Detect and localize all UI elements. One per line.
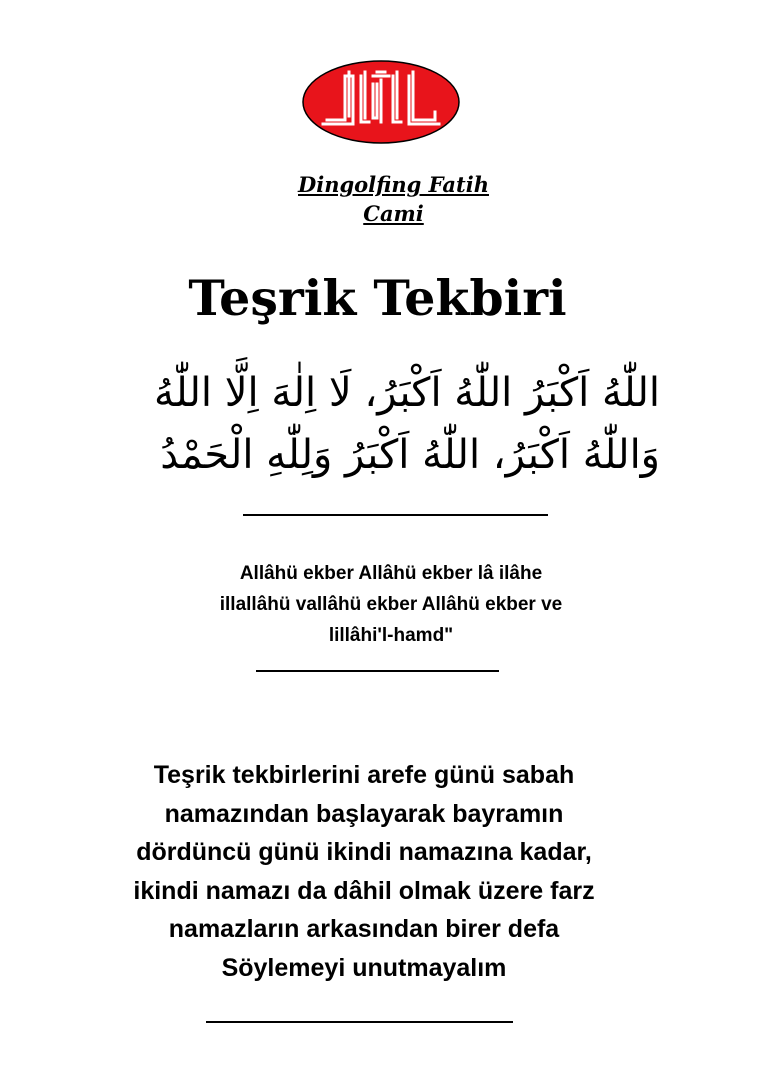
arabic-line-1: اللّٰهُ اَكْبَرُ اللّٰهُ اَكْبَرُ، لَا اِلٰهَ اِلَّا اللّٰهُ xyxy=(154,370,660,416)
note-line-2: namazından başlayarak bayramın xyxy=(164,799,564,828)
divider xyxy=(256,670,499,672)
transliteration-line-3: lillâhi'l-hamd" xyxy=(328,625,454,646)
diyanet-logo xyxy=(301,60,461,144)
arabic-text xyxy=(100,362,660,486)
transliteration-line-2: illallâhü vallâhü ekber Allâhü ekber ve xyxy=(219,594,563,615)
transliteration-line-1: Allâhü ekber Allâhü ekber lâ ilâhe xyxy=(239,563,543,584)
note-line-6: Söylemeyi unutmayalım xyxy=(221,953,507,982)
divider xyxy=(243,514,548,516)
divider xyxy=(206,1021,513,1023)
mosque-name-line1: Dingolfing Fatih xyxy=(298,172,489,197)
note-line-4: ikindi namazı da dâhil olmak üzere farz xyxy=(133,876,595,905)
note-line-1: Teşrik tekbirlerini arefe günü sabah xyxy=(153,761,575,789)
arabic-line-2: وَاللّٰهُ اَكْبَرُ، اللّٰهُ اَكْبَرُ وَلِلّٰهِ الْحَمْدُ xyxy=(160,432,660,478)
page-title: Teşrik Tekbiri xyxy=(188,269,567,327)
note-line-5: namazların arkasından birer defa xyxy=(168,915,560,943)
reminder-note xyxy=(90,756,638,987)
mosque-name-line2: Cami xyxy=(363,201,424,226)
note-line-3: dördüncü günü ikindi namazına kadar, xyxy=(136,838,592,866)
transliteration xyxy=(170,558,612,651)
